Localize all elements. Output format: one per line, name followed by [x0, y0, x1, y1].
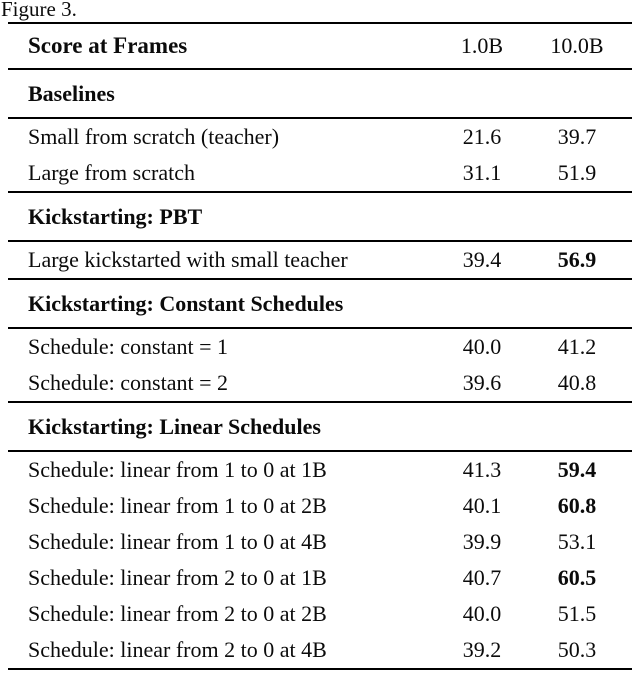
row-value-10b: 39.7	[557, 124, 597, 149]
section-title-row	[8, 193, 632, 240]
row-value-1b: 40.7	[462, 565, 502, 590]
row-value-10b: 51.5	[557, 601, 597, 626]
row-value-10b: 53.1	[557, 529, 597, 554]
row-value-10b: 59.4	[557, 457, 597, 482]
table-row	[8, 632, 632, 668]
table-row	[8, 560, 632, 596]
table-row	[8, 329, 632, 365]
section-title: Baselines	[28, 80, 115, 106]
row-value-1b: 40.0	[462, 601, 502, 626]
section-rows	[8, 242, 632, 278]
row-value-1b: 21.6	[462, 124, 502, 149]
section-rows	[8, 329, 632, 401]
section-title-row	[8, 70, 632, 117]
table-section	[8, 401, 632, 668]
table-row	[8, 524, 632, 560]
section-title: Kickstarting: PBT	[28, 203, 203, 229]
row-label: Large kickstarted with small teacher	[28, 247, 348, 272]
row-value-10b: 60.8	[557, 493, 597, 518]
row-value-1b: 39.2	[462, 637, 502, 662]
row-label: Schedule: linear from 2 to 0 at 1B	[28, 565, 327, 590]
table-row	[8, 365, 632, 401]
section-title-row	[8, 280, 632, 327]
row-value-1b: 39.9	[462, 529, 502, 554]
row-value-10b: 40.8	[557, 370, 597, 395]
row-value-1b: 39.4	[462, 247, 502, 272]
row-value-10b: 50.3	[557, 637, 597, 662]
row-value-1b: 39.6	[462, 370, 502, 395]
results-table	[8, 22, 632, 670]
table-row	[8, 452, 632, 488]
section-title: Kickstarting: Linear Schedules	[28, 413, 321, 439]
section-rows	[8, 452, 632, 668]
table-row	[8, 488, 632, 524]
header-col-10b: 10.0B	[550, 33, 604, 58]
table-section	[8, 191, 632, 278]
row-value-1b: 41.3	[462, 457, 502, 482]
header-col-1b: 1.0B	[460, 33, 504, 58]
row-label: Large from scratch	[28, 160, 195, 185]
row-label: Schedule: linear from 2 to 0 at 2B	[28, 601, 327, 626]
row-value-10b: 41.2	[557, 334, 597, 359]
section-title: Kickstarting: Constant Schedules	[28, 290, 344, 316]
row-label: Schedule: linear from 1 to 0 at 2B	[28, 493, 327, 518]
table-row	[8, 119, 632, 155]
figure-caption: Figure 3.	[1, 0, 77, 21]
table-section	[8, 278, 632, 401]
row-label: Schedule: linear from 1 to 0 at 4B	[28, 529, 327, 554]
row-label: Schedule: constant = 2	[28, 370, 228, 395]
table-row	[8, 596, 632, 632]
section-rows	[8, 119, 632, 191]
section-title-row	[8, 403, 632, 450]
table-row	[8, 155, 632, 191]
table-body	[8, 68, 632, 668]
row-value-10b: 60.5	[557, 565, 597, 590]
row-label: Schedule: linear from 2 to 0 at 4B	[28, 637, 327, 662]
row-value-10b: 56.9	[557, 247, 597, 272]
row-label: Schedule: constant = 1	[28, 334, 228, 359]
table-header-row	[8, 24, 632, 68]
row-value-1b: 31.1	[462, 160, 502, 185]
row-value-1b: 40.1	[462, 493, 502, 518]
row-value-1b: 40.0	[462, 334, 502, 359]
row-label: Small from scratch (teacher)	[28, 124, 280, 149]
row-label: Schedule: linear from 1 to 0 at 1B	[28, 457, 327, 482]
table-bottom-rule	[8, 668, 632, 670]
table-row	[8, 242, 632, 278]
table-section	[8, 68, 632, 191]
header-label: Score at Frames	[28, 33, 188, 58]
row-value-10b: 51.9	[557, 160, 597, 185]
